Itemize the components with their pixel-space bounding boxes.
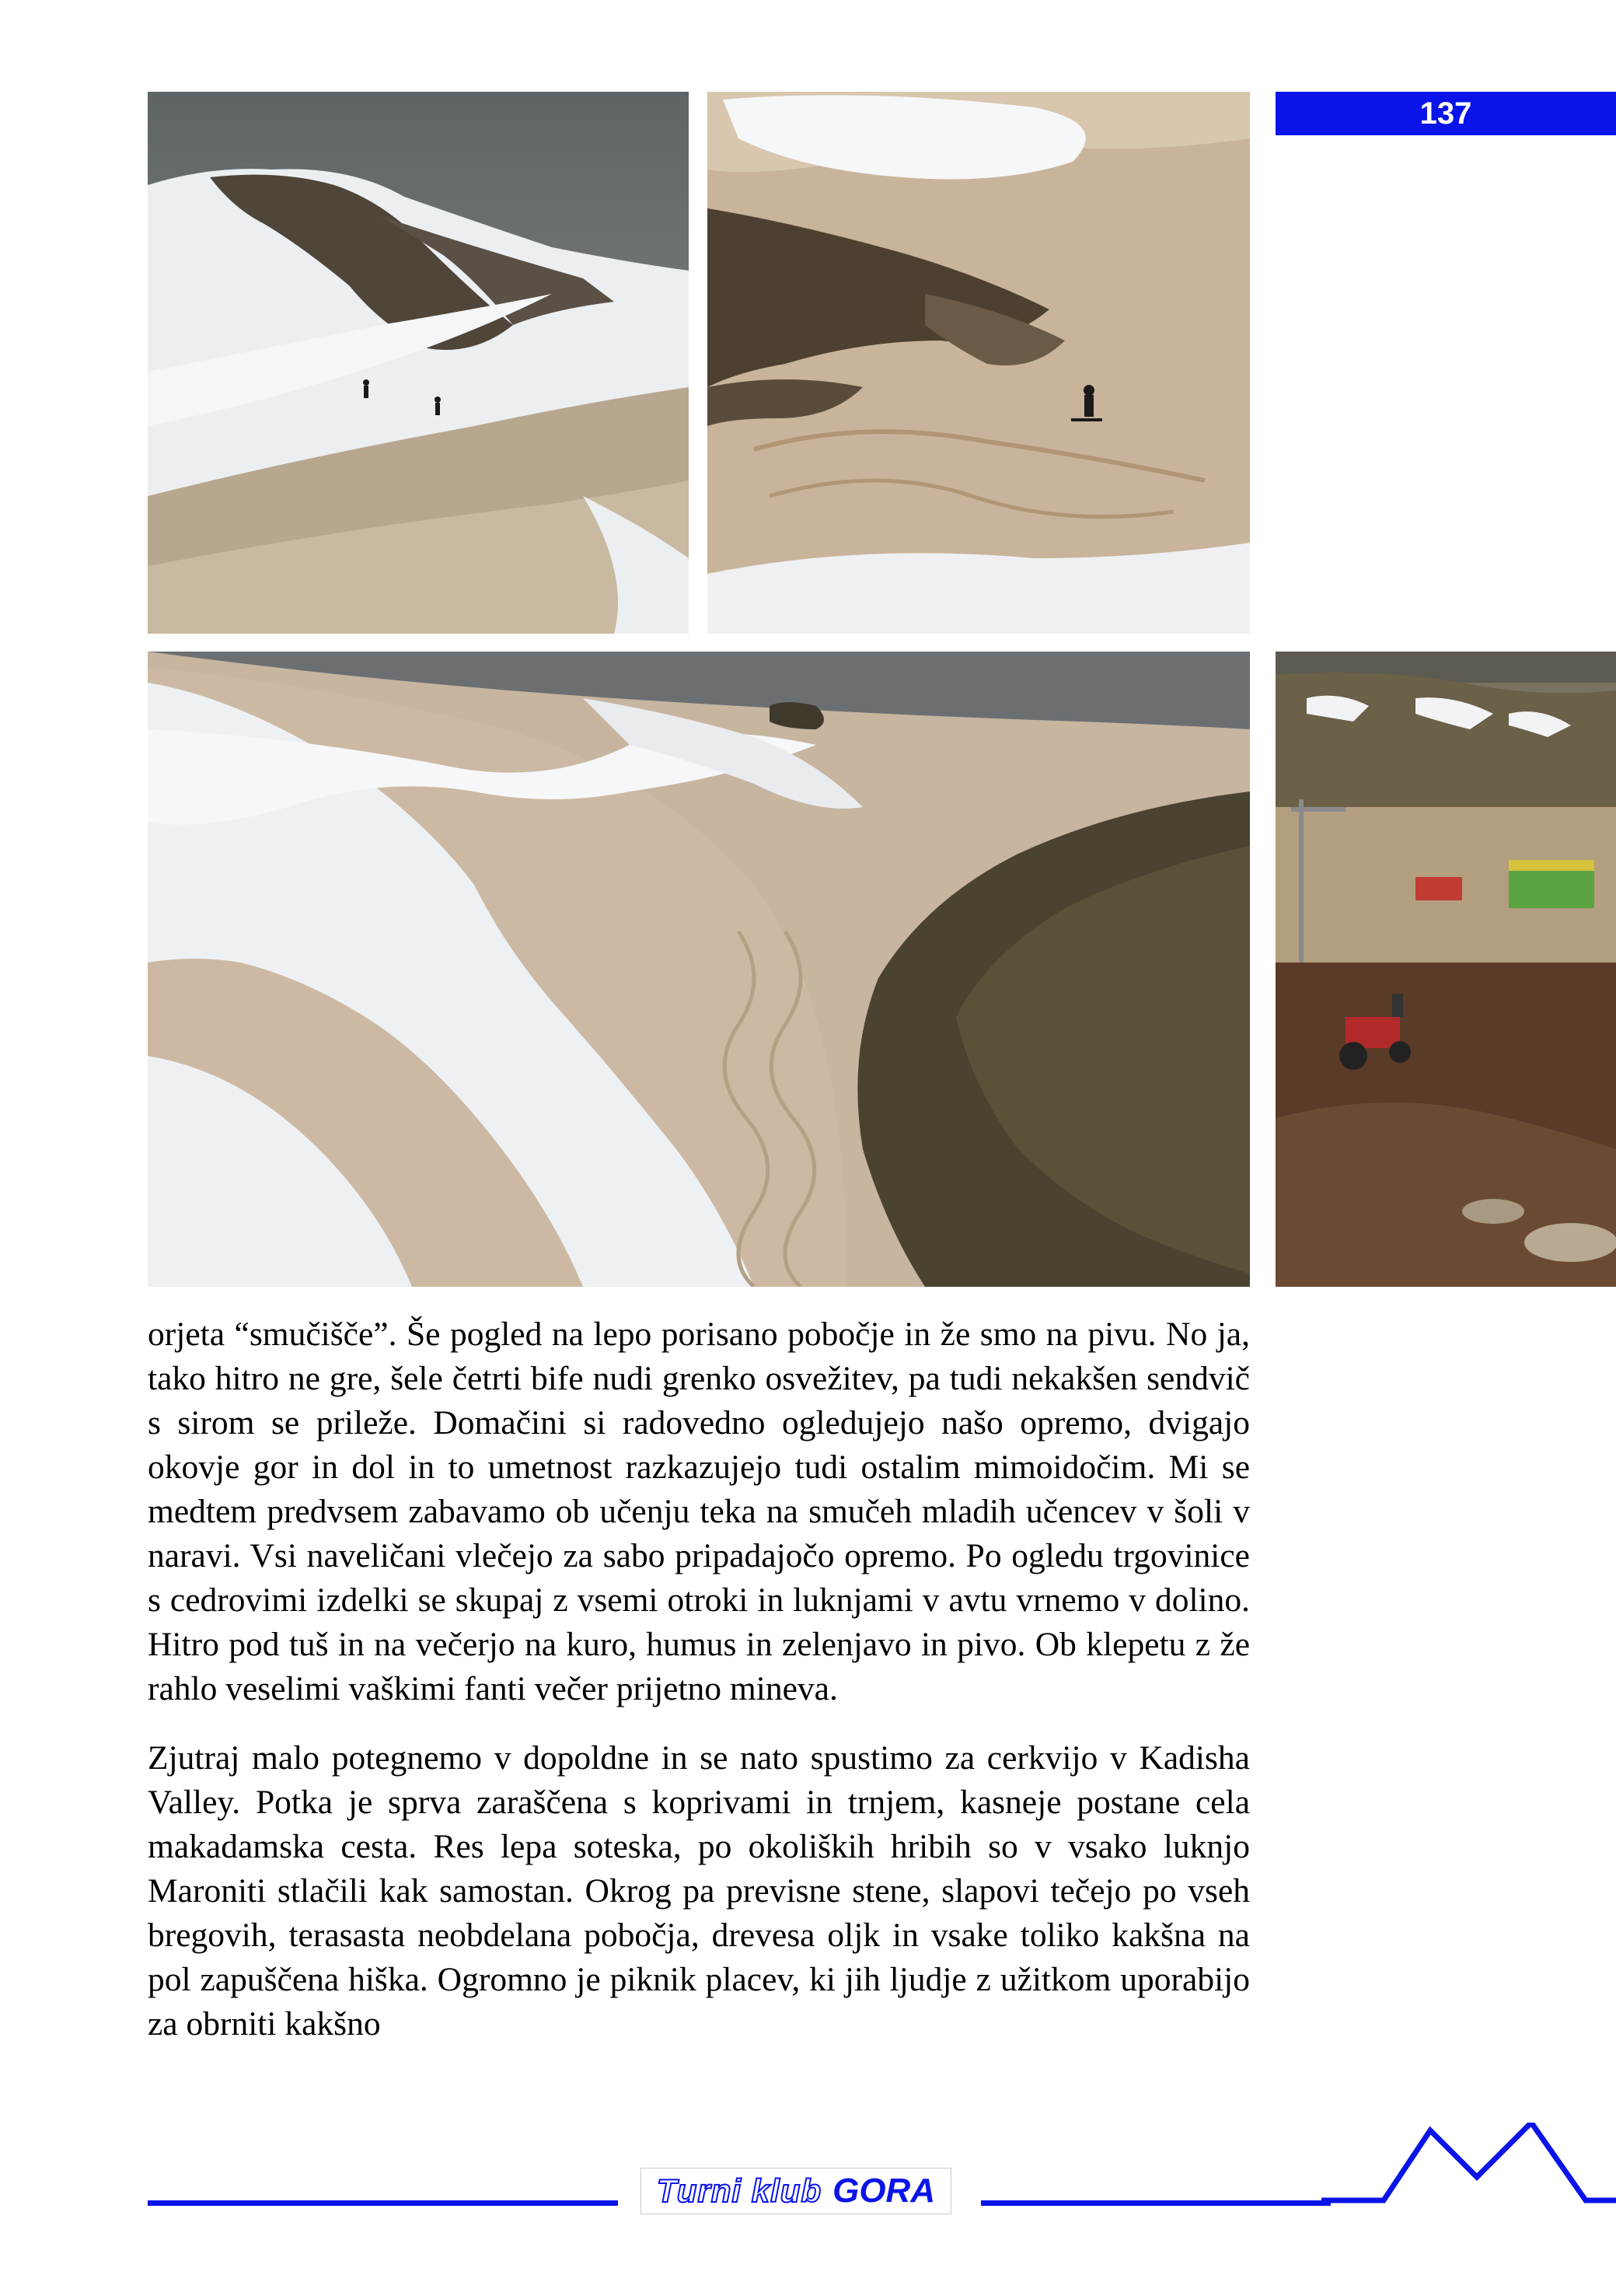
photo-snow-slope-tracks [148, 652, 1250, 1287]
footer-rule-left [148, 2200, 618, 2206]
footer-brand [640, 2168, 951, 2214]
photo-skier-descending [707, 92, 1250, 634]
article-body [148, 1312, 1250, 2046]
brand-gora: GORA [832, 2172, 936, 2210]
photo-ski-tourers [148, 92, 689, 634]
footer-rule-right [981, 2200, 1331, 2206]
paragraph-2: Zjutraj malo potegnemo v dopoldne in se nato spustimo za cerkvijo v Kadisha Valley. Potka je sprva zaraščena s koprivami in trnjem, kasneje postane cela makadamska cesta. Res lepa soteska, po okoliških hribih so v vsako luknjo Maroniti stlačili kak samostan. Okrog pa previsne stene, slapovi tečejo po vseh bregovih, terasasta neobdelana pobočja, drevesa oljk in vsake toliko kakšna na pol zapuščena hiška. Ogromno je piknik placev, ki jih ljudje z užitkom uporabijo za obrniti kakšno [148, 1739, 1250, 2043]
photo-ski-lift-tractor [1276, 652, 1616, 1287]
page-number: 137 [1276, 92, 1616, 135]
brand-name: Turni klub [656, 2172, 822, 2209]
mountain-outline-icon [1321, 2123, 1616, 2216]
paragraph-1: orjeta “smučišče”. Še pogled na lepo porisano pobočje in že smo na pivu. No ja, tako hitro ne gre, šele četrti bife nudi grenko osvežitev, pa tudi nekakšen sendvič s sirom se prileže. Domačini si radovedno ogledujejo našo opremo, dvigajo okovje gor in dol in to umetnost razkazujejo tudi ostalim mimoidočim. Mi se medtem predvsem zabavamo ob učenju teka na smučeh mladih učencev v šoli v naravi. Vsi naveličani vlečejo za sabo pripadajočo opremo. Po ogledu trgovinice s cedrovimi izdelki se skupaj z vsemi otroki in luknjami v avtu vrnemo v dolino. Hitro pod tuš in na večerjo na kuro, humus in zelenjavo in pivo. Ob klepetu z že rahlo veselimi vaškimi fanti večer prijetno mineva. [148, 1316, 1250, 1707]
